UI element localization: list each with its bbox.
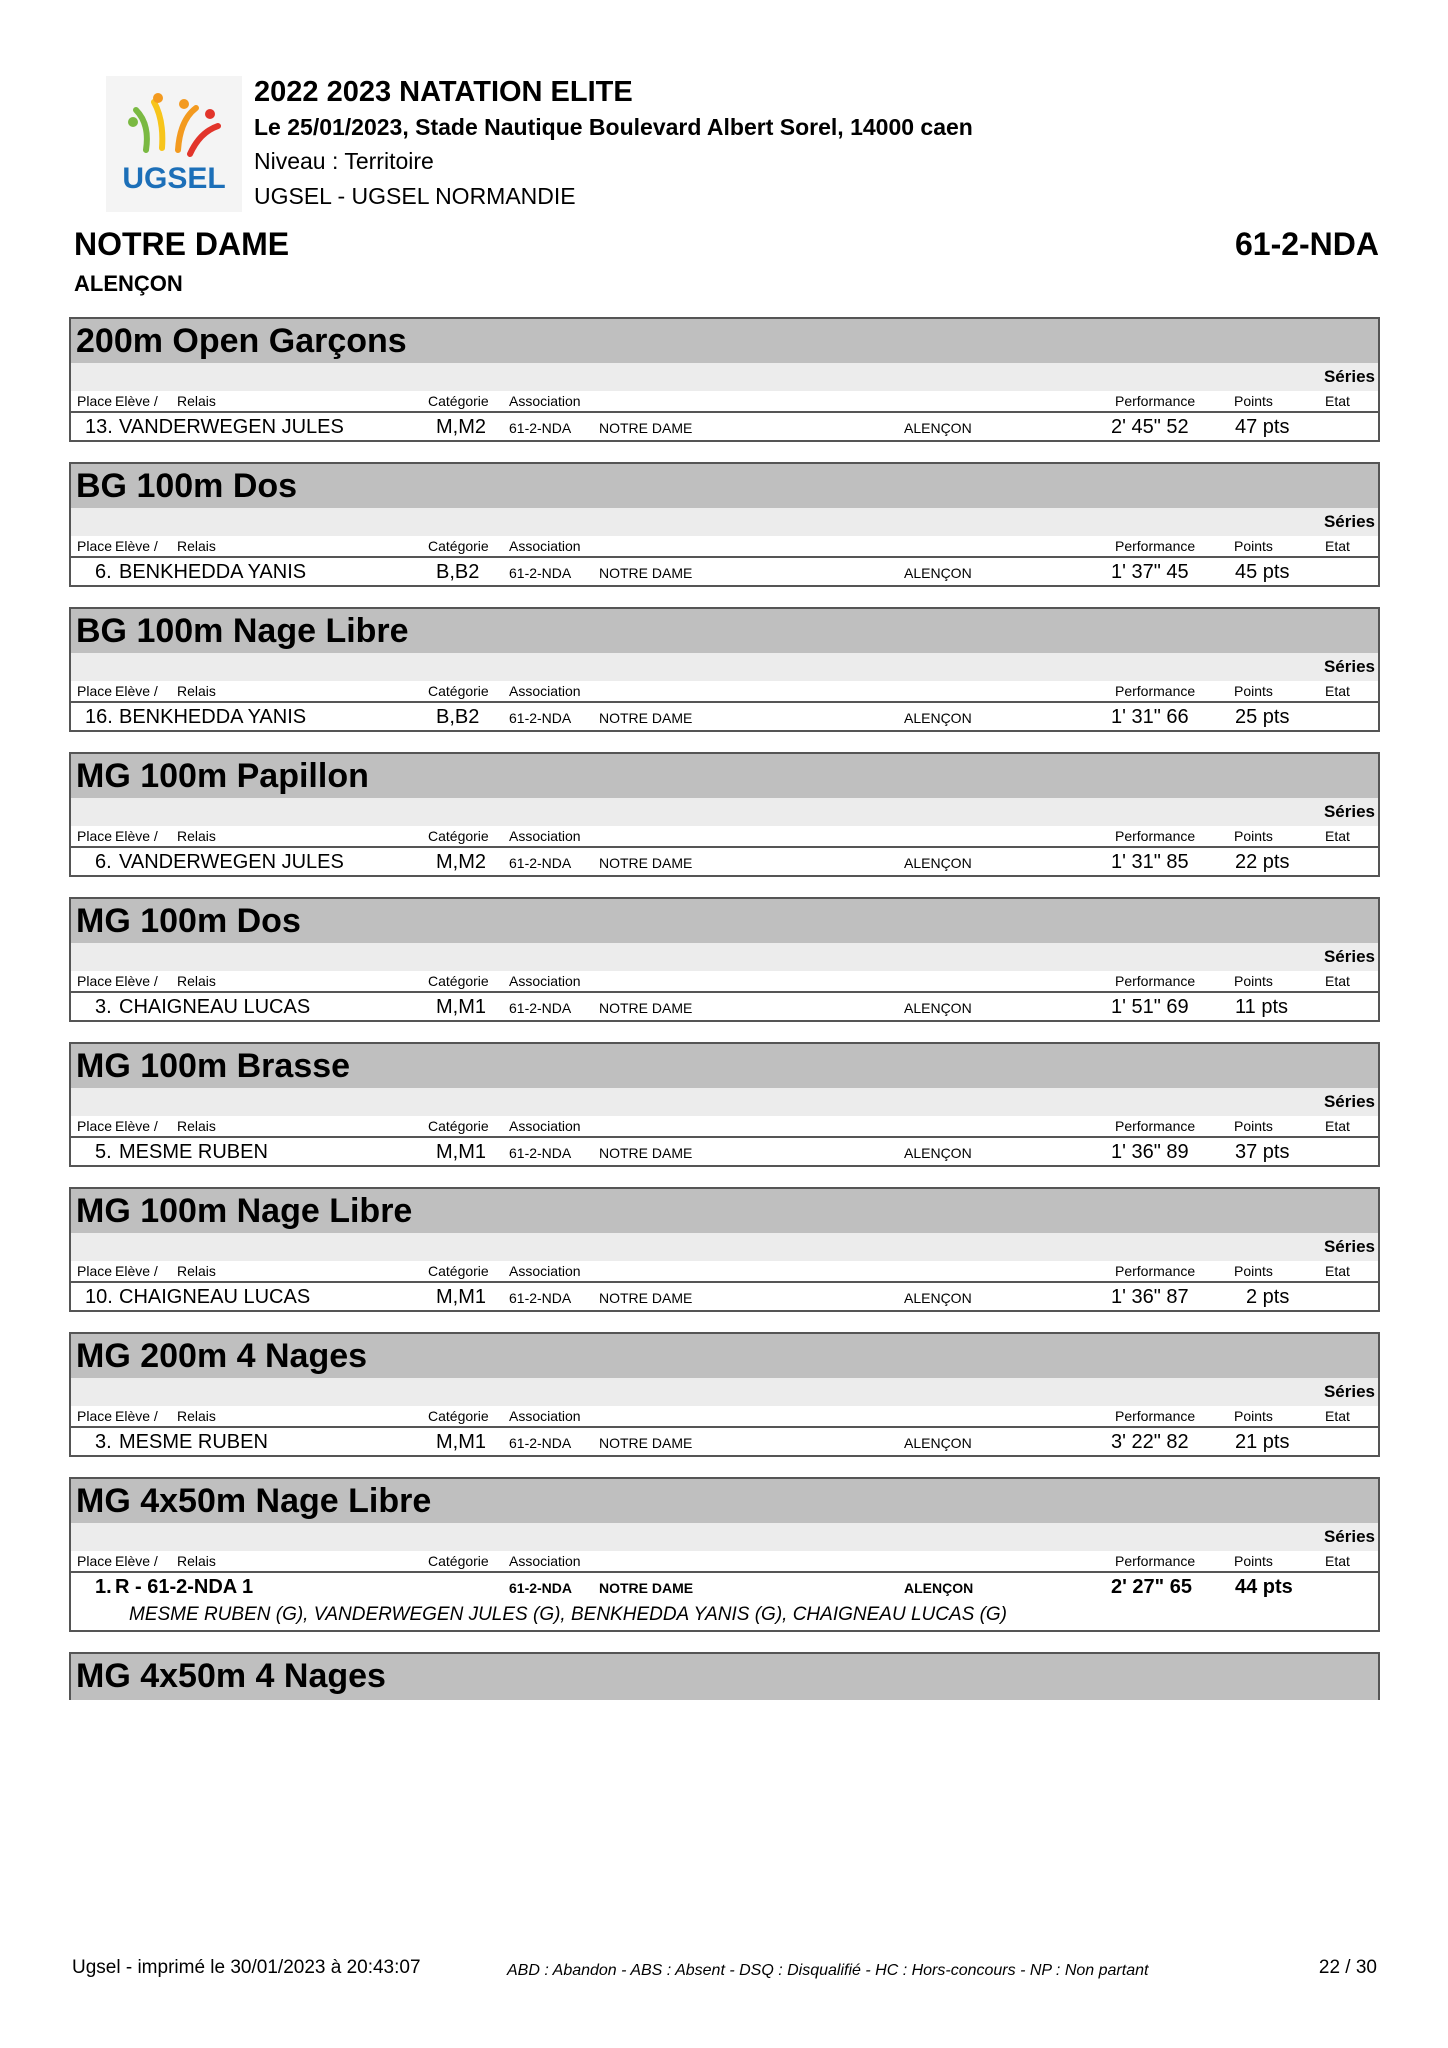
col-place: Place xyxy=(77,538,113,554)
col-performance: Performance xyxy=(1115,828,1196,844)
col-student: Elève / xyxy=(115,1263,158,1279)
association-name: NOTRE DAME xyxy=(599,855,693,871)
athlete-name: CHAIGNEAU LUCAS xyxy=(119,996,311,1018)
series-row xyxy=(71,508,1378,536)
series-label: Séries xyxy=(1323,657,1375,676)
athlete-category: M,M1 xyxy=(436,996,486,1018)
event-section xyxy=(69,1187,1380,1312)
series-row xyxy=(71,1378,1378,1406)
event-title: MG 4x50m Nage Libre xyxy=(69,1477,1380,1523)
event-title: MG 100m Brasse xyxy=(69,1042,1380,1088)
association-city: ALENÇON xyxy=(904,420,972,436)
column-headers xyxy=(71,1551,1378,1573)
athlete-name: VANDERWEGEN JULES xyxy=(119,851,344,873)
col-association: Association xyxy=(509,683,581,699)
results-table xyxy=(69,1088,1380,1167)
event-section xyxy=(69,1652,1380,1700)
result-place: 16. xyxy=(85,706,113,728)
event-section xyxy=(69,1332,1380,1457)
col-place: Place xyxy=(77,683,113,699)
result-row xyxy=(71,413,1378,440)
series-row xyxy=(71,1233,1378,1261)
col-relay: Relais xyxy=(177,828,216,844)
col-relay: Relais xyxy=(177,538,216,554)
result-performance: 1' 51" 69 xyxy=(1111,996,1189,1018)
column-headers xyxy=(71,826,1378,848)
col-relay: Relais xyxy=(177,1408,216,1424)
result-place: 10. xyxy=(85,1286,113,1308)
athlete-category: B,B2 xyxy=(436,706,480,728)
result-performance: 1' 37" 45 xyxy=(1111,561,1189,583)
association-code: 61-2-NDA xyxy=(509,1290,572,1306)
association-city: ALENÇON xyxy=(904,855,972,871)
athlete-category: M,M1 xyxy=(436,1141,486,1163)
association-name: NOTRE DAME xyxy=(599,1145,693,1161)
association-name: NOTRE DAME xyxy=(599,420,693,436)
col-relay: Relais xyxy=(177,973,216,989)
col-student: Elève / xyxy=(115,538,158,554)
association-city: ALENÇON xyxy=(904,1000,972,1016)
col-association: Association xyxy=(509,1553,581,1569)
column-headers xyxy=(71,1406,1378,1428)
series-row xyxy=(71,798,1378,826)
association-city: ALENÇON xyxy=(904,1435,972,1451)
event-section xyxy=(69,607,1380,732)
col-place: Place xyxy=(77,1553,113,1569)
col-relay: Relais xyxy=(177,1118,216,1134)
result-performance: 1' 31" 85 xyxy=(1111,851,1189,873)
series-label: Séries xyxy=(1323,1527,1375,1546)
col-place: Place xyxy=(77,973,113,989)
result-place: 1. xyxy=(95,1576,112,1598)
col-student: Elève / xyxy=(115,1118,158,1134)
result-points: 44 pts xyxy=(1235,1576,1293,1598)
competition-title: 2022 2023 NATATION ELITE xyxy=(254,76,633,108)
result-place: 3. xyxy=(95,996,112,1018)
result-points: 22 pts xyxy=(1235,851,1290,873)
col-student: Elève / xyxy=(115,1408,158,1424)
col-relay: Relais xyxy=(177,1263,216,1279)
results-table xyxy=(69,1523,1380,1632)
series-row xyxy=(71,1523,1378,1551)
events-list xyxy=(69,317,1380,1720)
event-title: MG 100m Papillon xyxy=(69,752,1380,798)
results-table xyxy=(69,798,1380,877)
col-association: Association xyxy=(509,973,581,989)
result-row xyxy=(71,1138,1378,1165)
association-city: ALENÇON xyxy=(904,1580,974,1596)
result-points: 45 pts xyxy=(1235,561,1290,583)
result-place: 3. xyxy=(95,1431,112,1453)
results-table xyxy=(69,1378,1380,1457)
col-performance: Performance xyxy=(1115,393,1196,409)
results-table xyxy=(69,1233,1380,1312)
col-category: Catégorie xyxy=(428,683,489,699)
association-name: NOTRE DAME xyxy=(599,1000,693,1016)
association-code: 61-2-NDA xyxy=(509,1580,573,1596)
page-number: 22 / 30 xyxy=(1318,1957,1377,1978)
print-date: Ugsel - imprimé le 30/01/2023 à 20:43:07 xyxy=(72,1957,421,1978)
result-place: 5. xyxy=(95,1141,112,1163)
athlete-category: B,B2 xyxy=(436,561,480,583)
logo-figures-icon xyxy=(128,93,218,154)
col-place: Place xyxy=(77,1263,113,1279)
col-state: Etat xyxy=(1325,538,1350,554)
result-row xyxy=(71,703,1378,730)
athlete-category: M,M2 xyxy=(436,416,486,438)
result-row xyxy=(71,558,1378,585)
series-label: Séries xyxy=(1323,947,1375,966)
col-place: Place xyxy=(77,1408,113,1424)
event-section xyxy=(69,752,1380,877)
series-row xyxy=(71,653,1378,681)
association-code: 61-2-NDA xyxy=(509,420,572,436)
result-place: 13. xyxy=(85,416,113,438)
event-section xyxy=(69,1477,1380,1632)
col-state: Etat xyxy=(1325,1408,1350,1424)
col-performance: Performance xyxy=(1115,1118,1196,1134)
event-section xyxy=(69,897,1380,1022)
association-code: 61-2-NDA xyxy=(509,565,572,581)
results-table xyxy=(69,653,1380,732)
col-student: Elève / xyxy=(115,1553,158,1569)
competition-organization: UGSEL - UGSEL NORMANDIE xyxy=(254,183,576,209)
event-section xyxy=(69,317,1380,442)
col-state: Etat xyxy=(1325,828,1350,844)
result-points: 37 pts xyxy=(1235,1141,1290,1163)
series-label: Séries xyxy=(1323,1382,1375,1401)
col-state: Etat xyxy=(1325,393,1350,409)
col-points: Points xyxy=(1234,538,1273,554)
col-place: Place xyxy=(77,828,113,844)
col-performance: Performance xyxy=(1115,1553,1196,1569)
col-place: Place xyxy=(77,393,113,409)
col-place: Place xyxy=(77,1118,113,1134)
col-category: Catégorie xyxy=(428,1408,489,1424)
col-relay: Relais xyxy=(177,683,216,699)
col-state: Etat xyxy=(1325,1553,1350,1569)
result-row xyxy=(71,848,1378,875)
result-performance: 2' 45" 52 xyxy=(1111,416,1189,438)
series-row xyxy=(71,943,1378,971)
event-title: 200m Open Garçons xyxy=(69,317,1380,363)
results-table xyxy=(69,363,1380,442)
event-title: MG 200m 4 Nages xyxy=(69,1332,1380,1378)
col-category: Catégorie xyxy=(428,1118,489,1134)
series-label: Séries xyxy=(1323,1237,1375,1256)
results-table xyxy=(69,943,1380,1022)
athlete-name: VANDERWEGEN JULES xyxy=(119,416,344,438)
competition-level: Niveau : Territoire xyxy=(254,148,434,174)
col-performance: Performance xyxy=(1115,1263,1196,1279)
association-name: NOTRE DAME xyxy=(599,1580,694,1596)
series-label: Séries xyxy=(1323,512,1375,531)
col-performance: Performance xyxy=(1115,683,1196,699)
col-state: Etat xyxy=(1325,973,1350,989)
logo-text: UGSEL xyxy=(122,162,226,195)
col-points: Points xyxy=(1234,1553,1273,1569)
ugsel-logo xyxy=(106,76,242,212)
athlete-name: MESME RUBEN xyxy=(119,1431,268,1453)
association-code: 61-2-NDA xyxy=(509,855,572,871)
col-association: Association xyxy=(509,393,581,409)
event-title: BG 100m Nage Libre xyxy=(69,607,1380,653)
col-performance: Performance xyxy=(1115,538,1196,554)
result-points: 47 pts xyxy=(1235,416,1290,438)
result-performance: 2' 27" 65 xyxy=(1111,1576,1192,1598)
association-name: NOTRE DAME xyxy=(599,710,693,726)
event-title: MG 100m Nage Libre xyxy=(69,1187,1380,1233)
association-name: NOTRE DAME xyxy=(599,1435,693,1451)
col-performance: Performance xyxy=(1115,973,1196,989)
association-name: NOTRE DAME xyxy=(599,1290,693,1306)
result-points: 25 pts xyxy=(1235,706,1290,728)
association-city: ALENÇON xyxy=(904,1290,972,1306)
athlete-category: M,M1 xyxy=(436,1431,486,1453)
result-row xyxy=(71,1283,1378,1310)
result-place: 6. xyxy=(95,561,112,583)
result-place: 6. xyxy=(95,851,112,873)
result-points: 21 pts xyxy=(1235,1431,1290,1453)
col-points: Points xyxy=(1234,1263,1273,1279)
col-performance: Performance xyxy=(1115,1408,1196,1424)
col-association: Association xyxy=(509,828,581,844)
column-headers xyxy=(71,971,1378,993)
col-points: Points xyxy=(1234,973,1273,989)
association-city: ALENÇON xyxy=(904,1145,972,1161)
result-performance: 1' 36" 87 xyxy=(1111,1286,1189,1308)
col-points: Points xyxy=(1234,393,1273,409)
col-category: Catégorie xyxy=(428,828,489,844)
club-code: 61-2-NDA xyxy=(1234,226,1379,262)
col-category: Catégorie xyxy=(428,393,489,409)
athlete-name: BENKHEDDA YANIS xyxy=(119,561,307,583)
association-code: 61-2-NDA xyxy=(509,1145,572,1161)
athlete-name: CHAIGNEAU LUCAS xyxy=(119,1286,311,1308)
series-label: Séries xyxy=(1323,802,1375,821)
result-performance: 1' 36" 89 xyxy=(1111,1141,1189,1163)
relay-members: MESME RUBEN (G), VANDERWEGEN JULES (G), BENKHEDDA YANIS (G), CHAIGNEAU LUCAS (G) xyxy=(129,1604,1008,1625)
athlete-category: M,M2 xyxy=(436,851,486,873)
competition-date-venue: Le 25/01/2023, Stade Nautique Boulevard Albert Sorel, 14000 caen xyxy=(254,114,973,140)
col-student: Elève / xyxy=(115,973,158,989)
athlete-name: MESME RUBEN xyxy=(119,1141,268,1163)
col-association: Association xyxy=(509,538,581,554)
series-row xyxy=(71,1088,1378,1116)
result-performance: 3' 22" 82 xyxy=(1111,1431,1189,1453)
col-student: Elève / xyxy=(115,393,158,409)
association-code: 61-2-NDA xyxy=(509,1435,572,1451)
athlete-name: BENKHEDDA YANIS xyxy=(119,706,307,728)
result-points: 11 pts xyxy=(1235,996,1288,1018)
result-row xyxy=(71,1573,1378,1600)
col-association: Association xyxy=(509,1408,581,1424)
col-association: Association xyxy=(509,1263,581,1279)
abbreviation-legend: ABD : Abandon - ABS : Absent - DSQ : Disqualifié - HC : Hors-concours - NP : Non partant xyxy=(507,1962,1149,1979)
association-code: 61-2-NDA xyxy=(509,710,572,726)
relay-members-row xyxy=(71,1600,1378,1630)
col-state: Etat xyxy=(1325,1118,1350,1134)
result-row xyxy=(71,993,1378,1020)
association-city: ALENÇON xyxy=(904,565,972,581)
col-points: Points xyxy=(1234,683,1273,699)
results-table xyxy=(69,508,1380,587)
col-category: Catégorie xyxy=(428,973,489,989)
column-headers xyxy=(71,681,1378,703)
col-points: Points xyxy=(1234,1118,1273,1134)
col-relay: Relais xyxy=(177,1553,216,1569)
column-headers xyxy=(71,391,1378,413)
series-row xyxy=(71,363,1378,391)
club-name: NOTRE DAME xyxy=(74,226,290,262)
col-student: Elève / xyxy=(115,828,158,844)
col-category: Catégorie xyxy=(428,538,489,554)
athlete-name: R - 61-2-NDA 1 xyxy=(115,1576,254,1598)
athlete-category: M,M1 xyxy=(436,1286,486,1308)
event-title: BG 100m Dos xyxy=(69,462,1380,508)
series-label: Séries xyxy=(1323,1092,1375,1111)
col-state: Etat xyxy=(1325,1263,1350,1279)
event-section xyxy=(69,462,1380,587)
club-city: ALENÇON xyxy=(74,271,183,296)
col-points: Points xyxy=(1234,1408,1273,1424)
col-relay: Relais xyxy=(177,393,216,409)
col-category: Catégorie xyxy=(428,1263,489,1279)
col-category: Catégorie xyxy=(428,1553,489,1569)
event-title: MG 100m Dos xyxy=(69,897,1380,943)
association-code: 61-2-NDA xyxy=(509,1000,572,1016)
association-name: NOTRE DAME xyxy=(599,565,693,581)
result-row xyxy=(71,1428,1378,1455)
series-label: Séries xyxy=(1323,367,1375,386)
column-headers xyxy=(71,1116,1378,1138)
result-performance: 1' 31" 66 xyxy=(1111,706,1189,728)
column-headers xyxy=(71,1261,1378,1283)
col-student: Elève / xyxy=(115,683,158,699)
event-title: MG 4x50m 4 Nages xyxy=(69,1652,1380,1700)
col-points: Points xyxy=(1234,828,1273,844)
col-association: Association xyxy=(509,1118,581,1134)
association-city: ALENÇON xyxy=(904,710,972,726)
result-points: 2 pts xyxy=(1246,1286,1290,1308)
col-state: Etat xyxy=(1325,683,1350,699)
column-headers xyxy=(71,536,1378,558)
event-section xyxy=(69,1042,1380,1167)
